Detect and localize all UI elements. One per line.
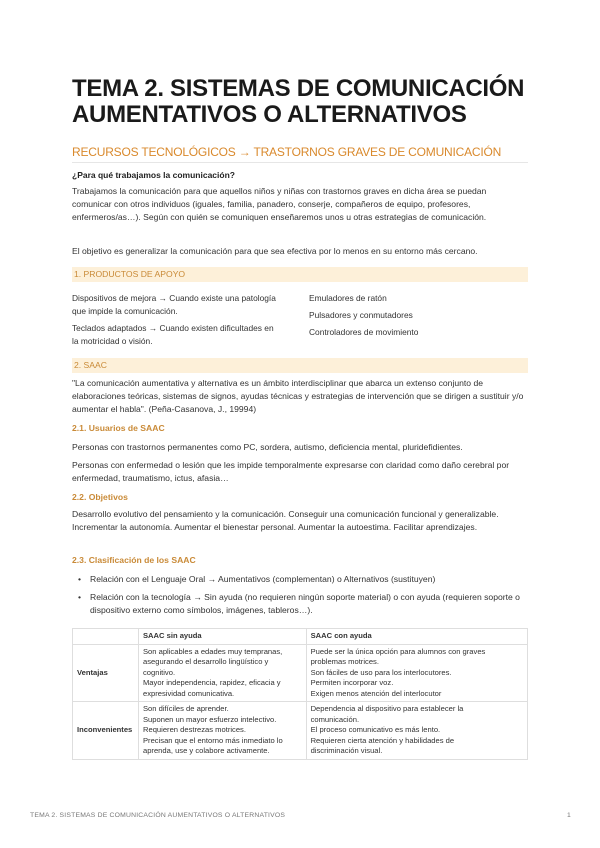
cell-line: El proceso comunicativo es más lento. <box>310 725 441 734</box>
question-heading: ¿Para qué trabajamos la comunicación? <box>72 170 235 180</box>
cell-line: aprenda, use y colabore activamente. <box>142 746 270 755</box>
table-cell <box>306 644 527 702</box>
subheading-usuarios: 2.1. Usuarios de SAAC <box>72 423 165 433</box>
page-footer: TEMA 2. SISTEMAS DE COMUNICACIÓN AUMENTATIVOS O ALTERNATIVOS <box>30 812 286 819</box>
subheading-objetivos: 2.2. Objetivos <box>72 492 128 502</box>
cell-line: Mayor independencia, rapidez, eficacia y <box>142 678 281 687</box>
section-heading-saac: 2. SAAC <box>72 358 528 373</box>
table-corner-cell <box>73 629 139 645</box>
row-header-inconvenientes: Inconvenientes <box>73 702 139 760</box>
support-item-controladores: Controladores de movimiento <box>309 327 419 337</box>
cell-line: expresividad comunicativa. <box>142 688 235 698</box>
cell-line: Permiten incorporar voz. <box>310 678 394 687</box>
cell-line: Requieren cierta atención y habilidades de <box>310 735 455 745</box>
support-item-emuladores: Emuladores de ratón <box>309 293 387 303</box>
support-item-pulsadores: Pulsadores y conmutadores <box>309 310 413 320</box>
cell-line: cognitivo. <box>142 667 176 677</box>
subtitle: RECURSOS TECNOLÓGICOS → TRASTORNOS GRAVES DE COMUNICACIÓN <box>72 145 502 159</box>
saac-definition-quote: "La comunicación aumentativa y alternativa es un ámbito interdisciplinar que abarca un extenso conjunto de elaboraciones teóricas, sistemas de signos, ayudas técnicas y estrategias de intervención que se dirigen a sustituir y/o aumentar el habla". (Peña-Casanova, J., 19994) <box>72 378 524 414</box>
support-item-dispositivos: Dispositivos de mejora → Cuando existe una patología que impide la comunicación. <box>72 293 276 316</box>
divider <box>72 162 528 163</box>
list-item: • Relación con la tecnología → Sin ayuda (no requieren ningún soporte material) o con ayuda (requieren soporte o dispositivo externo como símbolos, imágenes, tableros…). <box>72 591 528 617</box>
intro-paragraph: Trabajamos la comunicación para que aquellos niños y niñas con trastornos graves en dicha área se puedan comunicar con otros individuos (iguales, familia, panadero, conserje, compañeros de equipo, profesores, enfermeros/as…). Según con quién se comuniquen enseñaremos unos u otras estrategias de comunicación. <box>72 186 487 222</box>
support-item-teclados: Teclados adaptados → Cuando existen dificultades en la motricidad o visión. <box>72 323 274 346</box>
saac-comparison-table <box>72 628 528 760</box>
objective-paragraph: El objetivo es generalizar la comunicación para que sea efectiva por lo menos en su entorno más cercano. <box>72 246 478 256</box>
cell-line: Puede ser la única opción para alumnos con graves <box>310 646 486 656</box>
subheading-clasificacion: 2.3. Clasificación de los SAAC <box>72 555 196 565</box>
users-paragraph-1: Personas con trastornos permanentes como PC, sordera, autismo, deficiencia mental, pluridefidientes. <box>72 442 463 452</box>
users-paragraph-2: Personas con enfermedad o lesión que les impide temporalmente expresarse con claridad como daño cerebral por enfermedad, traumatismo, ictus, afasia… <box>72 460 510 483</box>
cell-line: Dependencia al dispositivo para establecer la <box>310 704 464 713</box>
page-number: 1 <box>567 812 571 819</box>
table-row <box>73 644 528 702</box>
cell-line: problemas motrices. <box>310 657 379 666</box>
row-header-ventajas: Ventajas <box>73 644 139 702</box>
table-cell <box>306 702 527 760</box>
column-header-sin-ayuda: SAAC sin ayuda <box>138 629 306 645</box>
page-title: TEMA 2. SISTEMAS DE COMUNICACIÓN AUMENTATIVOS O ALTERNATIVOS <box>72 75 525 128</box>
cell-line: Exigen menos atención del interlocutor <box>310 688 442 698</box>
cell-line: Son aplicables a edades muy tempranas, <box>142 646 283 656</box>
cell-line: Requieren destrezas motrices. <box>142 725 246 734</box>
table-cell <box>138 644 306 702</box>
cell-line: discriminación visual. <box>310 746 383 755</box>
cell-line: Son difíciles de aprender. <box>142 704 229 713</box>
cell-line: Son fáciles de uso para los interlocutores. <box>310 667 452 677</box>
objectives-paragraph: Desarrollo evolutivo del pensamiento y la comunicación. Conseguir una comunicación funcional y generalizable. Incrementar la autonomía. Aumentar el bienestar personal. Aumentar la autoestima. Facilitar aprendizajes. <box>72 509 499 532</box>
cell-line: asegurando el desarrollo lingüístico y <box>142 657 269 666</box>
column-header-con-ayuda: SAAC con ayuda <box>306 629 527 645</box>
table-header-row <box>73 629 528 645</box>
section-heading-productos: 1. PRODUCTOS DE APOYO <box>72 267 528 282</box>
table-row <box>73 702 528 760</box>
cell-line: Precisan que el entorno más inmediato lo <box>142 735 283 745</box>
table-cell <box>138 702 306 760</box>
cell-line: comunicación. <box>310 714 360 724</box>
cell-line: Suponen un mayor esfuerzo intelectivo. <box>142 714 277 724</box>
list-item: • Relación con el Lenguaje Oral → Aumentativos (complementan) o Alternativos (sustituyen) <box>72 573 528 586</box>
